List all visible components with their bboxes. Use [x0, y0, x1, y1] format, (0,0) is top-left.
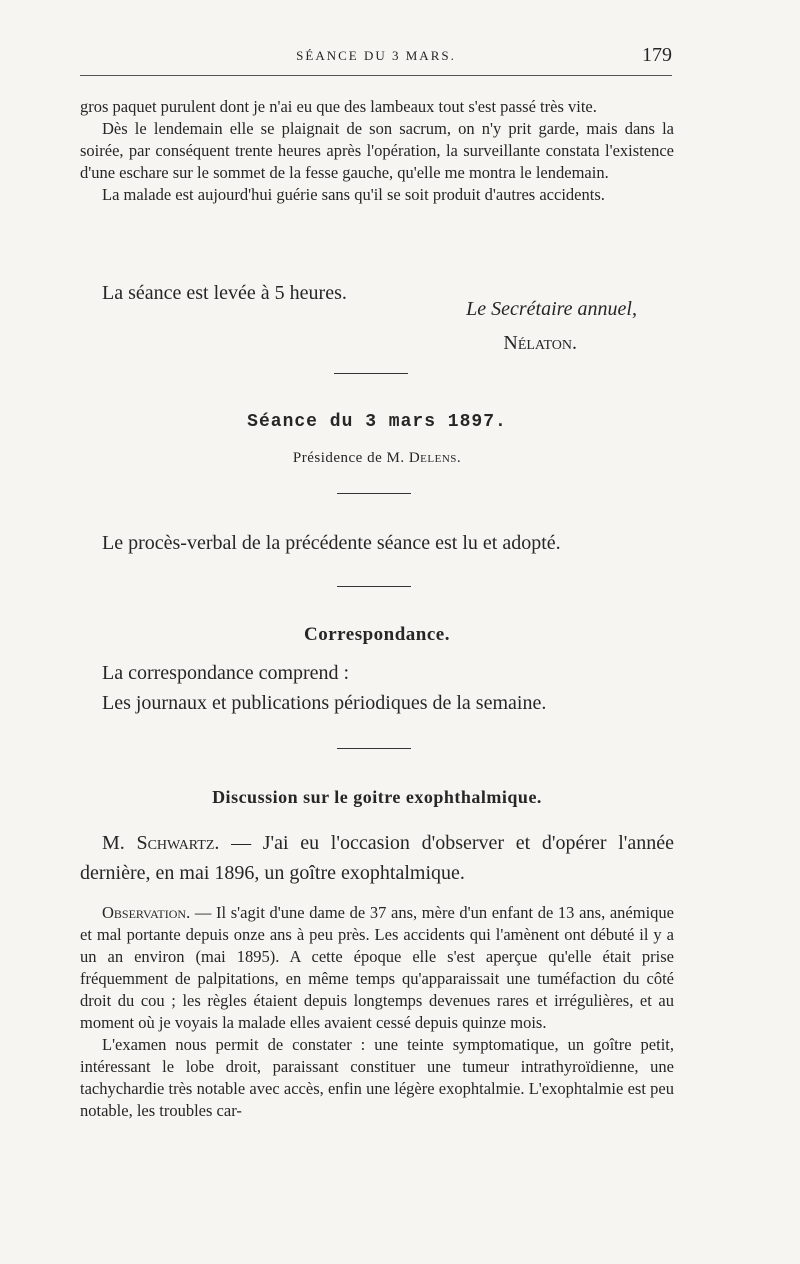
- paragraph: La correspondance comprend :: [102, 662, 350, 684]
- signature-name: Nélaton.: [503, 332, 577, 354]
- proces-verbal: [80, 528, 674, 558]
- previous-session-text: [80, 96, 674, 206]
- speaker-text: — J'ai eu l'occasion d'observer et d'opérer l'année dernière, en mai 1896, un goître exophtalmique.: [80, 832, 674, 884]
- observation-text: [80, 902, 674, 1122]
- correspondance-heading: Correspondance.: [304, 624, 450, 645]
- section-divider: [337, 748, 411, 749]
- speaker-name: M. Schwartz.: [102, 832, 220, 854]
- session-heading: Séance du 3 mars 1897.: [247, 412, 507, 432]
- correspondance-text: [80, 658, 674, 718]
- running-title: SÉANCE DU 3 MARS.: [296, 48, 456, 63]
- paragraph: Les journaux et publications périodiques de la semaine.: [102, 692, 547, 714]
- closing-text: La séance est levée à 5 heures.: [102, 282, 347, 304]
- observation-label: Observation.: [102, 903, 191, 922]
- presidence-prefix: Présidence de M.: [292, 450, 409, 466]
- presidence-line: [80, 450, 674, 467]
- observation-body: — Il s'agit d'une dame de 37 ans, mère d'un enfant de 13 ans, anémique et mal portante depuis onze ans à peu près. Les accidents qui l'amènent ont débuté il y a un an environ (mai 1895). A cette époque elle s'est aperçue qu'elle était prise fréquemment de palpitations, en même temps qu'apparaissait une tuméfaction du côté droit du cou ; les règles étaient depuis longtemps devenues rares et irrégulières, et au moment où je voyais la malade elles avaient cessé depuis quinze mois.: [80, 903, 674, 1032]
- section-divider: [334, 373, 408, 374]
- page-number: 179: [642, 44, 672, 66]
- proces-verbal-text: Le procès-verbal de la précédente séance est lu et adopté.: [102, 532, 561, 554]
- section-divider: [337, 493, 411, 494]
- paragraph: L'examen nous permit de constater : une teinte symptomatique, un goître petit, intéressant le lobe droit, paraissant constituer une tumeur intrathyroïdienne, une tachychardie très notable avec accès, enfin une légère exophtalmie. L'exophtalmie est peu notable, les troubles car-: [80, 1035, 674, 1120]
- paragraph: [80, 828, 674, 888]
- paragraph: Dès le lendemain elle se plaignait de son sacrum, on n'y prit garde, mais dans la soirée, par conséquent trente heures après l'opération, la surveillante constata l'existence d'une eschare sur le sommet de la fesse gauche, qu'elle me montra le lendemain.: [80, 119, 674, 182]
- section-divider: [337, 586, 411, 587]
- president-name: Delens.: [408, 450, 462, 466]
- header-rule: [80, 75, 672, 76]
- paragraph: gros paquet purulent dont je n'ai eu que des lambeaux tout s'est passé très vite.: [80, 97, 597, 116]
- paragraph: [80, 902, 674, 1034]
- running-head: [80, 44, 672, 72]
- discussion-intro: [80, 828, 674, 888]
- signature-title: Le Secrétaire annuel,: [466, 298, 637, 320]
- discussion-heading: Discussion sur le goitre exophthalmique.: [212, 787, 542, 807]
- paragraph: La malade est aujourd'hui guérie sans qu'il se soit produit d'autres accidents.: [102, 185, 605, 204]
